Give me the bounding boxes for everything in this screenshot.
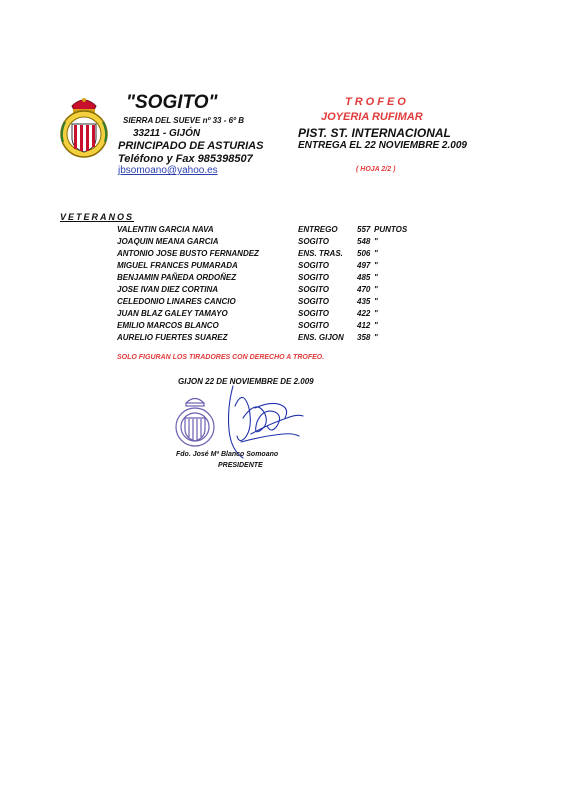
shooter-club: SOGITO [298, 297, 329, 306]
shooter-club: SOGITO [298, 309, 329, 318]
shooter-name: ANTONIO JOSE BUSTO FERNANDEZ [117, 249, 259, 258]
shooter-name: JOAQUIN MEANA GARCIA [117, 237, 219, 246]
phone-fax: Teléfono y Fax 985398507 [118, 153, 253, 165]
points-unit: " [374, 321, 378, 330]
shooter-name: AURELIO FUERTES SUAREZ [117, 333, 228, 342]
sheet-number: ( HOJA 2/2 ) [356, 166, 396, 173]
shooter-club: ENTREGO [298, 225, 338, 234]
points-unit: " [374, 309, 378, 318]
result-row [0, 249, 581, 261]
address-region: PRINCIPADO DE ASTURIAS [118, 140, 264, 152]
trophy-title: TROFEO [345, 96, 409, 108]
shooter-points: 485 [357, 273, 371, 282]
shooter-points: 506 [357, 249, 371, 258]
shooter-club: SOGITO [298, 321, 329, 330]
shooter-name: EMILIO MARCOS BLANCO [117, 321, 219, 330]
points-unit: PUNTOS [374, 225, 408, 234]
club-seal-logo [56, 92, 112, 160]
points-unit: " [374, 285, 378, 294]
shooter-name: BENJAMIN PAÑEDA ORDOÑEZ [117, 273, 237, 282]
delivery-date: ENTREGA EL 22 NOVIEMBRE 2.009 [298, 140, 467, 151]
result-row [0, 237, 581, 249]
result-row [0, 321, 581, 333]
shooter-points: 358 [357, 333, 371, 342]
trophy-note: SOLO FIGURAN LOS TIRADORES CON DERECHO A TROFEO. [117, 354, 325, 361]
event-name: PIST. ST. INTERNACIONAL [298, 126, 451, 140]
email-link[interactable]: jbsomoano@yahoo.es [118, 165, 218, 176]
shooter-points: 548 [357, 237, 371, 246]
points-unit: " [374, 249, 378, 258]
points-unit: " [374, 333, 378, 342]
shooter-name: JOSE IVAN DIEZ CORTINA [117, 285, 219, 294]
shooter-club: SOGITO [298, 237, 329, 246]
shooter-club: SOGITO [298, 285, 329, 294]
place-date: GIJON 22 DE NOVIEMBRE DE 2.009 [178, 377, 314, 386]
result-row [0, 309, 581, 321]
signer-name: Fdo. José Mª Blanco Somoano [176, 451, 279, 458]
trophy-sponsor: JOYERIA RUFIMAR [321, 111, 423, 123]
shooter-points: 412 [357, 321, 371, 330]
shooter-points: 422 [357, 309, 371, 318]
points-unit: " [374, 297, 378, 306]
points-unit: " [374, 261, 378, 270]
address-street: SIERRA DEL SUEVE nº 33 - 6º B [123, 116, 244, 125]
shooter-club: ENS. TRAS. [298, 249, 343, 258]
shooter-name: VALENTIN GARCIA NAVA [117, 225, 214, 234]
result-row [0, 285, 581, 297]
shooter-name: CELEDONIO LINARES CANCIO [117, 297, 236, 306]
signer-role: PRESIDENTE [218, 462, 263, 469]
shooter-points: 435 [357, 297, 371, 306]
shooter-points: 497 [357, 261, 371, 270]
points-unit: " [374, 273, 378, 282]
result-row [0, 261, 581, 273]
address-postal: 33211 - GIJÓN [133, 128, 201, 139]
points-unit: " [374, 237, 378, 246]
result-row [0, 273, 581, 285]
category-heading: VETERANOS [60, 212, 135, 222]
shooter-club: SOGITO [298, 273, 329, 282]
result-row [0, 225, 581, 237]
result-row [0, 297, 581, 309]
shooter-points: 557 [357, 225, 371, 234]
result-row [0, 333, 581, 345]
shooter-club: SOGITO [298, 261, 329, 270]
club-name: "SOGITO" [126, 92, 218, 113]
shooter-name: MIGUEL FRANCES PUMARADA [117, 261, 238, 270]
shooter-club: ENS. GIJON [298, 333, 344, 342]
shooter-name: JUAN BLAZ GALEY TAMAYO [117, 309, 228, 318]
shooter-points: 470 [357, 285, 371, 294]
